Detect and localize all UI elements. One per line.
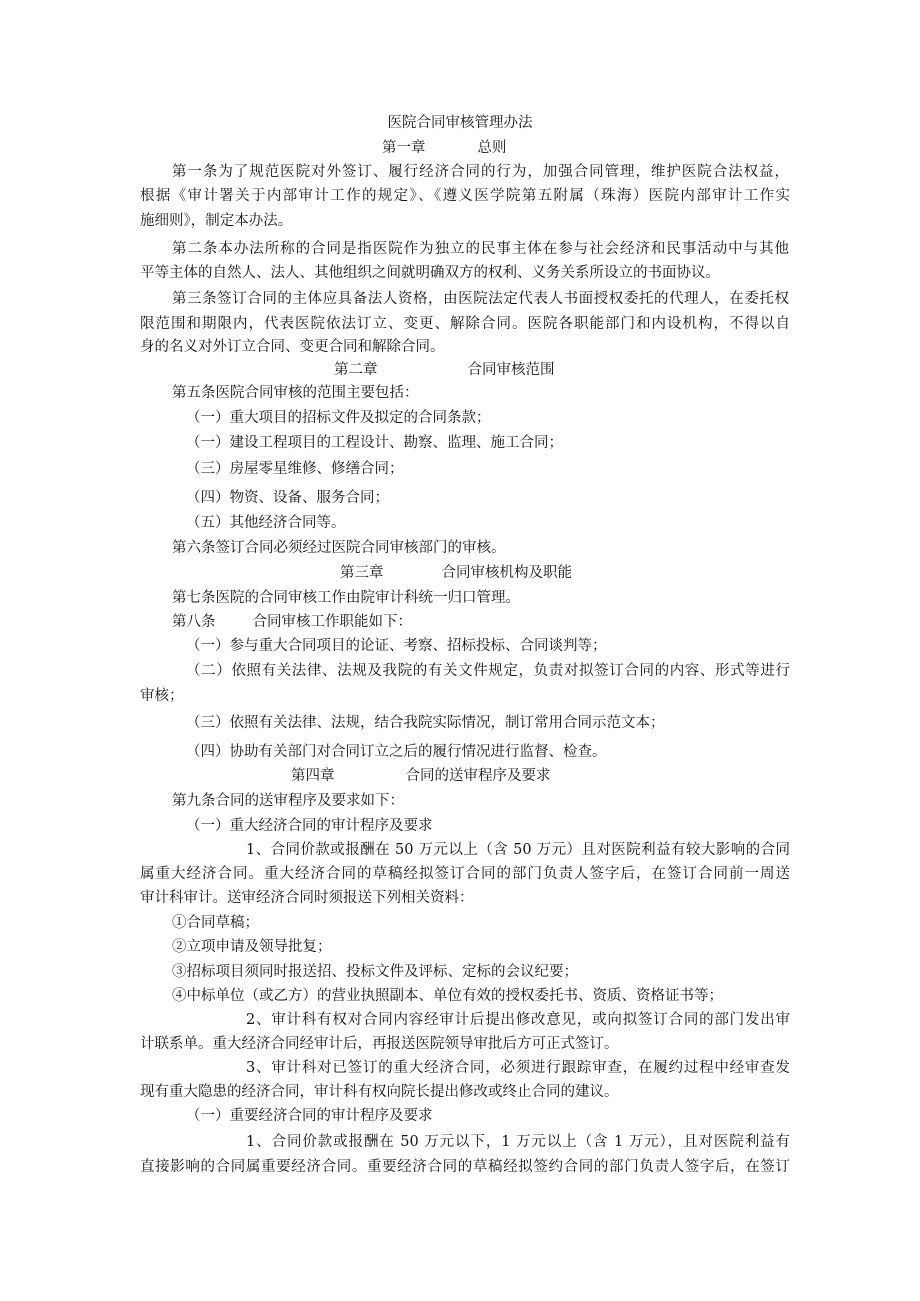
paragraph-line: 直接影响的合同属重要经济合同。重要经济合同的草稿经拟签约合同的部门负责人签字后，在签订 [140,1159,790,1175]
article-5-item: （四）物资、设备、服务合同； [186,490,389,506]
paragraph-line: 1、合同价款或报酬在 50 万元以上（含 50 万元）且对医院利益有较大影响的合同 [246,842,790,858]
section-heading: （一）重大经济合同的审计程序及要求 [186,818,433,834]
article-5-item: （三）房屋零星维修、修缮合同； [186,461,404,477]
article-3-line-3: 身的名义对外订立合同、变更合同和解除合同。 [140,339,445,355]
chapter-name: 合同的送审程序及要求 [405,768,551,784]
article-5-item: （一）建设工程项目的工程设计、勘察、监理、施工合同； [186,435,563,451]
chapter-number: 第四章 [291,768,335,784]
material-item: ④中标单位（或乙方）的营业执照副本、单位有效的授权委托书、资质、资格证书等； [172,988,723,1004]
article-3-line-2: 限范围和期限内，代表医院依法订立、变更、解除合同。医院各职能部门和内设机构，不得以自 [140,316,790,332]
paragraph-line: 属重大经济合同。重大经济合同的草稿经拟签订合同的部门负责人签字后，在签订合同前一周送 [140,866,790,882]
chapter-number: 第二章 [334,362,378,378]
section-heading: （一）重要经济合同的审计程序及要求 [186,1108,433,1124]
article-8-item: （三）依照有关法律、法规，结合我院实际情况，制订常用合同示范文本； [186,715,665,731]
chapter-number: 第一章 [382,140,426,156]
article-5-item: （五）其他经济合同等。 [186,515,346,531]
article-3-line-1: 第三条签订合同的主体应具备法人资格，由医院法定代表人书面授权委托的代理人，在委托权 [172,291,789,307]
chapter-heading [382,139,507,157]
material-item: ③招标项目须同时报送招、投标文件及评标、定标的会议纪要； [172,964,578,980]
article-8-item: （二）依照有关法律、法规及我院的有关文件规定，负责对拟签订合同的内容、形式等进行 [186,663,790,679]
article-7: 第七条医院的合同审核工作由院审计科统一归口管理。 [172,590,520,606]
chapter-name: 合同审核机构及职能 [441,565,572,581]
article-9-intro: 第九条合同的送审程序及要求如下： [172,793,404,809]
chapter-heading [334,361,555,379]
article-1-line-2: 根据《审计署关于内部审计工作的规定》、《遵义医学院第五附属（珠海）医院内部审计工作实 [140,188,790,204]
article-8-item: （一）参与重大合同项目的论证、考察、招标投标、合同谈判等； [186,638,607,654]
paragraph-line: 审计科审计。送审经济合同时须报送下列相关资料： [140,890,474,906]
chapter-number: 第三章 [340,565,384,581]
material-item: ①合同草稿； [172,915,259,931]
article-number: 第八条 [172,614,216,630]
document-title: 医院合同审核管理办法 [387,115,533,131]
article-2-line-2: 平等主体的自然人、法人、其他组织之间就明确双方的权利、义务关系所设立的书面协议。 [140,265,720,281]
article-1-line-3: 施细则》，制定本办法。 [140,213,293,229]
paragraph-line: 计联系单。重大经济合同经审计后，再报送医院领导审批后方可正式签订。 [140,1036,619,1052]
material-item: ②立项申请及领导批复； [172,939,332,955]
chapter-name: 合同审核范围 [467,362,555,378]
article-6: 第六条签订合同必须经过医院合同审核部门的审核。 [172,540,506,556]
paragraph-line: 3、审计科对已签订的重大经济合同，必须进行跟踪审查，在履约过程中经审查发 [246,1060,790,1076]
paragraph-line: 现有重大隐患的经济合同，审计科有权向院长提出修改或终止合同的建议。 [140,1084,619,1100]
paragraph-line: 1、合同价款或报酬在 50 万元以下，1 万元以上（含 1 万元），且对医院利益有 [246,1134,790,1150]
paragraph-line: 2、审计科有权对合同内容经审计后提出修改意见，或向拟签订合同的部门发出审 [246,1012,790,1028]
article-1-line-1: 第一条为了规范医院对外签订、履行经济合同的行为，加强合同管理，维护医院合法权益， [172,164,789,180]
article-5-item: （一）重大项目的招标文件及拟定的合同条款； [186,410,491,426]
article-text: 合同审核工作职能如下： [252,614,412,630]
article-8-item: （四）协助有关部门对合同订立之后的履行情况进行监督、检查。 [186,744,607,760]
chapter-heading [291,767,551,785]
chapter-heading [340,564,572,582]
article-5-intro: 第五条医院合同审核的范围主要包括： [172,385,419,401]
article-8-intro [172,613,412,631]
article-8-item-cont: 审核； [140,688,184,704]
article-2-line-1: 第二条本办法所称的合同是指医院作为独立的民事主体在参与社会经济和民事活动中与其他 [172,241,789,257]
chapter-name: 总则 [477,140,507,156]
